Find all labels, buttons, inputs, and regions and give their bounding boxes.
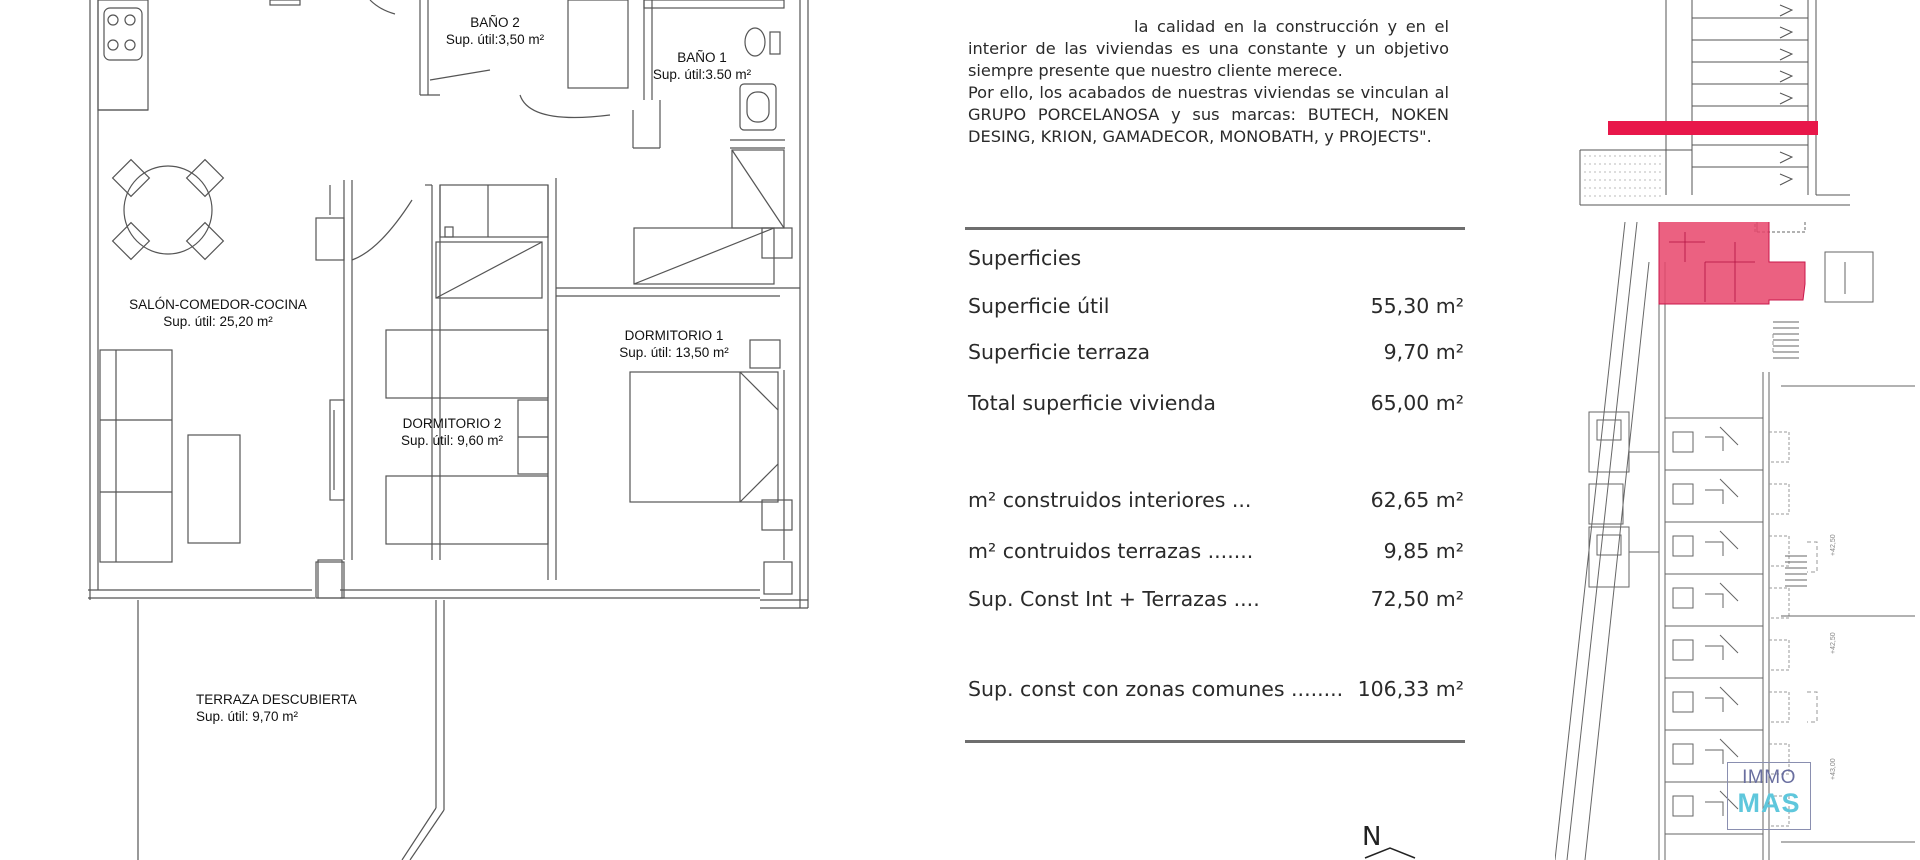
room-label-dormitorio1 — [604, 327, 744, 361]
room-area: Sup. útil: 9,70 m² — [196, 709, 299, 724]
elevation-highlight — [1608, 121, 1818, 135]
intro-text — [968, 16, 1449, 148]
siteplan-dim-3: +43,00 — [1830, 758, 1837, 780]
surfaces-heading — [968, 243, 1464, 273]
room-label-terraza — [196, 691, 376, 725]
room-name: DORMITORIO 2 — [402, 416, 502, 431]
surface-label: Total superficie vivienda — [968, 391, 1216, 415]
compass-arrow-icon — [1360, 846, 1420, 860]
room-label-bano1 — [640, 49, 764, 83]
room-label-bano2 — [440, 14, 550, 48]
room-area: Sup. útil: 25,20 m² — [163, 314, 273, 329]
surface-value: 62,65 m² — [1370, 488, 1464, 512]
intro-paragraph-2: Por ello, los acabados de nuestras viviendas se vinculan al GRUPO PORCELANOSA y sus marcas: BUTECH, NOKEN DESING, KRION, GAMADECOR, MONOBATH, y PROJECTS". — [968, 83, 1449, 146]
siteplan-highlight-unit — [1659, 222, 1805, 304]
surface-row-zonas-comunes — [968, 674, 1464, 704]
siteplan-dim-2: +42,50 — [1830, 632, 1837, 654]
surface-value: 9,85 m² — [1383, 539, 1464, 563]
room-name: BAÑO 1 — [677, 50, 727, 65]
surface-row-total — [968, 388, 1464, 418]
room-name: DORMITORIO 1 — [624, 328, 724, 343]
surface-value: 9,70 m² — [1383, 340, 1464, 364]
room-area: Sup. útil: 9,60 m² — [400, 433, 504, 448]
surface-row-construidos-terrazas — [968, 536, 1464, 566]
surface-value: 72,50 m² — [1370, 587, 1464, 611]
surface-label: m² contruidos terrazas ....... — [968, 539, 1254, 563]
building-elevation — [1560, 0, 1860, 210]
surface-label: Sup. Const Int + Terrazas .... — [968, 587, 1260, 611]
surface-value: 106,33 m² — [1357, 677, 1464, 701]
surface-row-terraza — [968, 337, 1464, 367]
room-name: SALÓN-COMEDOR-COCINA — [129, 297, 307, 312]
room-label-dormitorio2 — [382, 415, 522, 449]
divider-bottom — [965, 740, 1465, 743]
surface-row-construidos-interiores — [968, 485, 1464, 515]
room-label-salon — [110, 296, 326, 330]
surface-value: 65,00 m² — [1370, 391, 1464, 415]
surface-row-util — [968, 291, 1464, 321]
room-name: BAÑO 2 — [470, 15, 520, 30]
siteplan-dim-1: +42,50 — [1830, 534, 1837, 556]
room-area: Sup. útil:3,50 m² — [445, 32, 545, 47]
surface-label: Superficie útil — [968, 294, 1110, 318]
room-area: Sup. útil: 13,50 m² — [619, 345, 729, 360]
surface-value: 55,30 m² — [1370, 294, 1464, 318]
surface-label: Sup. const con zonas comunes ........ — [968, 677, 1344, 701]
logo-line-1: IMMO — [1742, 767, 1796, 788]
compass-north-label: N — [1362, 822, 1382, 852]
room-area: Sup. útil:3.50 m² — [652, 67, 752, 82]
surface-row-const-int-terrazas — [968, 584, 1464, 614]
room-name: TERRAZA DESCUBIERTA — [196, 692, 357, 707]
surfaces-heading-text: Superficies — [968, 246, 1082, 270]
surface-label: Superficie terraza — [968, 340, 1151, 364]
surface-label: m² construidos interiores ... — [968, 488, 1252, 512]
intro-paragraph-1: la calidad en la construcción y en el interior de las viviendas es una constante y un objetivo siempre presente que nuestro cliente merece. — [968, 17, 1449, 80]
immomas-logo — [1727, 762, 1811, 830]
logo-line-2: MAS — [1737, 788, 1801, 818]
divider-top — [965, 227, 1465, 230]
